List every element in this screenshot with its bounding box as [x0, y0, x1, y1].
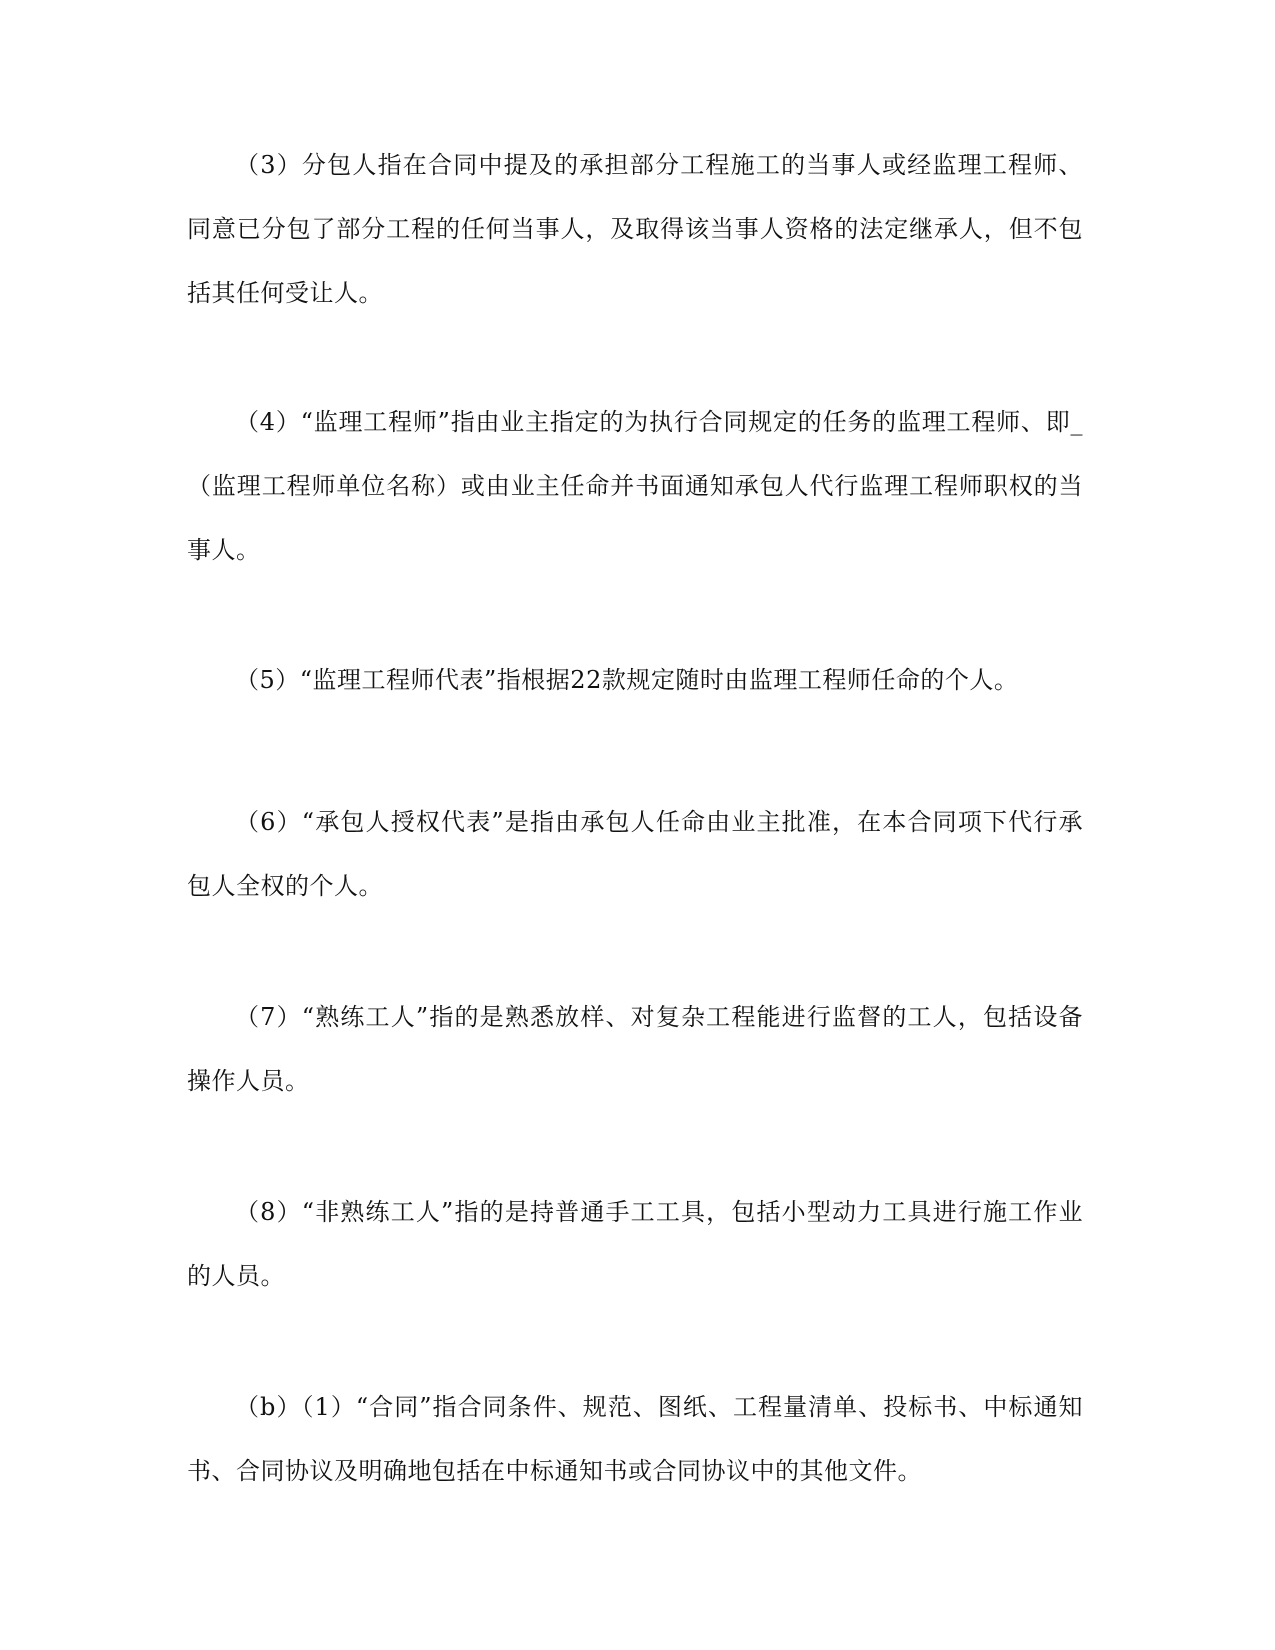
paragraph-contractor-representative-definition: （6）“承包人授权代表”是指由承包人任命由业主批准，在本合同项下代行承包人全权的个人。 — [187, 808, 1083, 900]
paragraph-skilled-worker-definition: （7）“熟练工人”指的是熟悉放样、对复杂工程能进行监督的工人，包括设备操作人员。 — [187, 1003, 1083, 1095]
paragraph-unskilled-worker-definition: （8）“非熟练工人”指的是持普通手工工具，包括小型动力工具进行施工作业的人员。 — [187, 1198, 1083, 1290]
paragraph-engineer-representative-definition: （5）“监理工程师代表”指根据22款规定随时由监理工程师任命的个人。 — [235, 666, 1019, 694]
paragraph-contract-definition: （b）（1）“合同”指合同条件、规范、图纸、工程量清单、投标书、中标通知书、合同协议及明确地包括在中标通知书或合同协议中的其他文件。 — [187, 1393, 1083, 1485]
paragraph-subcontractor-definition: （3）分包人指在合同中提及的承担部分工程施工的当事人或经监理工程师、同意已分包了部分工程的任何当事人，及取得该当事人资格的法定继承人，但不包括其任何受让人。 — [187, 151, 1083, 307]
paragraph-engineer-definition: （4）“监理工程师”指由业主指定的为执行合同规定的任务的监理工程师、即_（监理工程师单位名称）或由业主任命并书面通知承包人代行监理工程师职权的当事人。 — [187, 408, 1083, 564]
